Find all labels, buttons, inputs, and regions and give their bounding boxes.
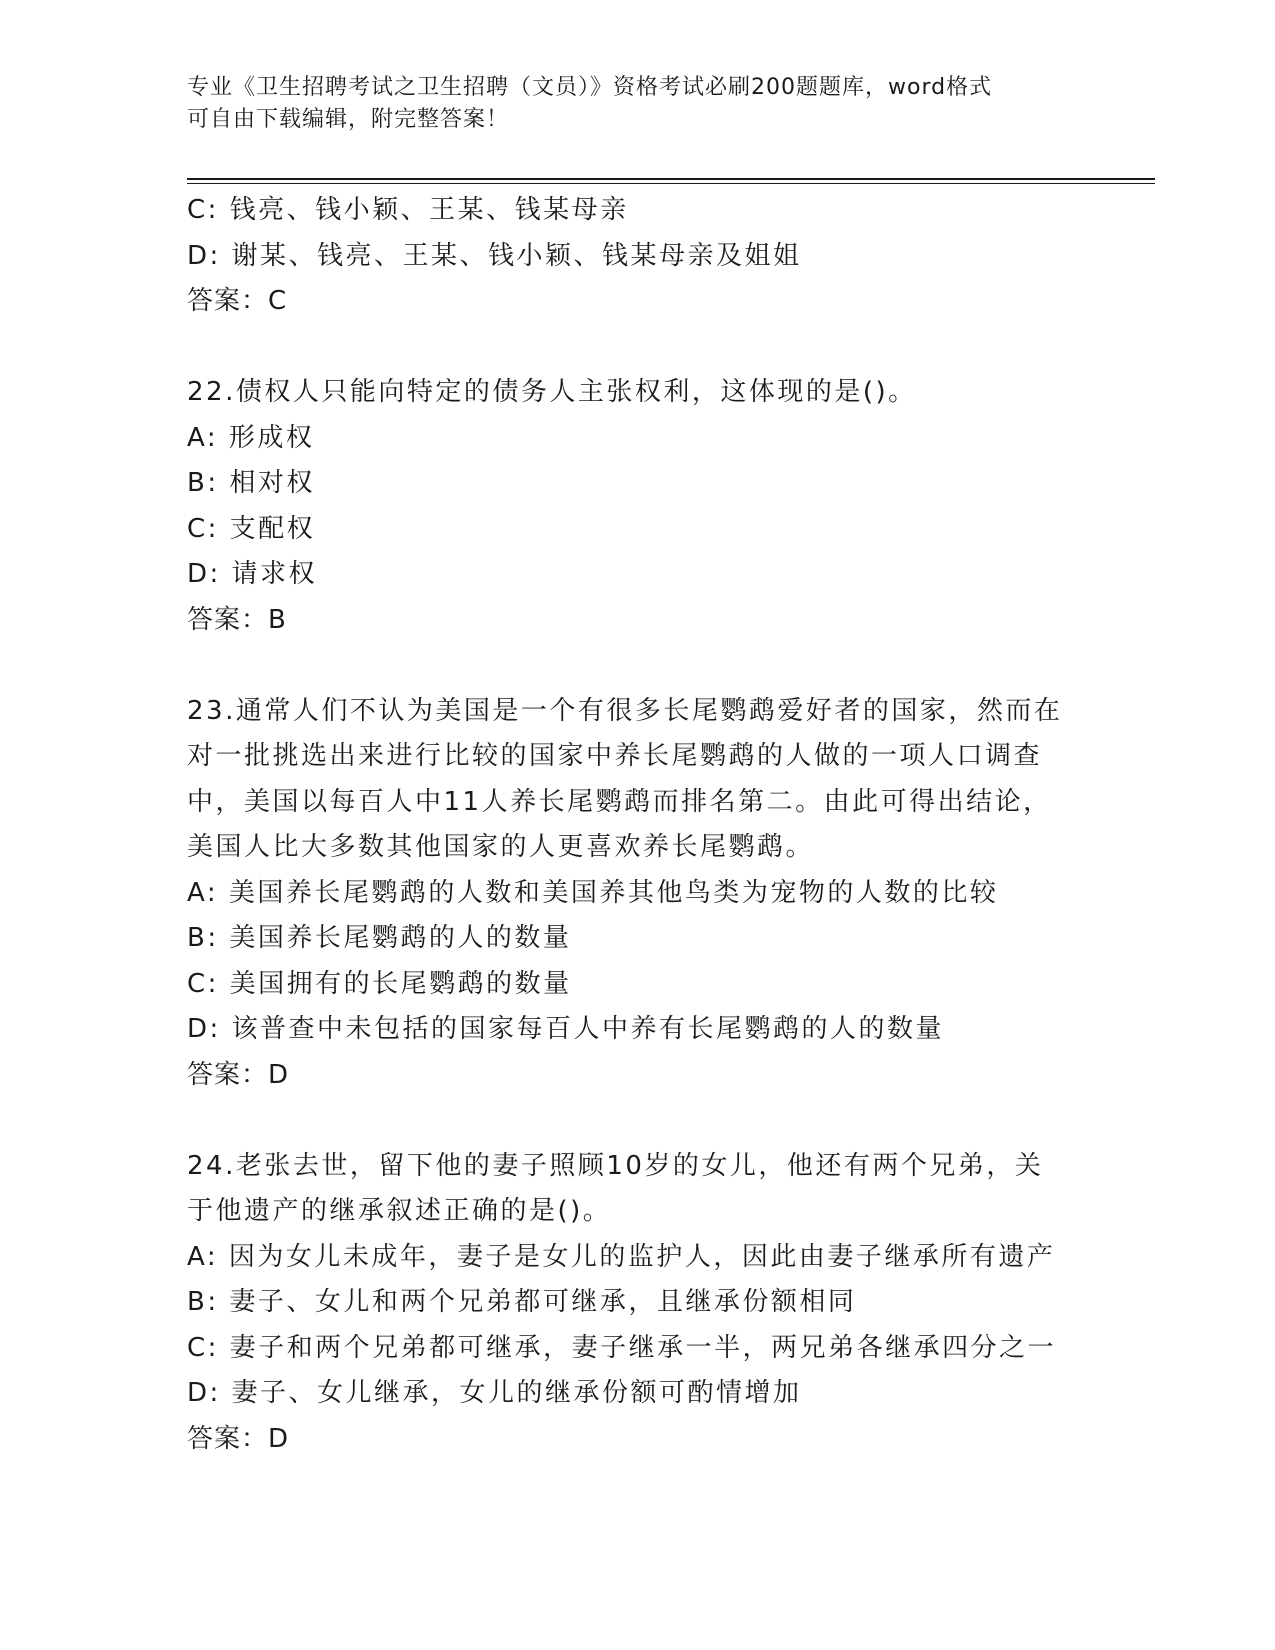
question-21-tail xyxy=(187,188,1087,325)
answer-line: 答案：D xyxy=(187,1059,290,1090)
answer-line: 答案：C xyxy=(187,286,288,316)
answer-line: 答案：B xyxy=(187,604,287,635)
question-stem-line-1: 23.通常人们不认为美国是一个有很多长尾鹦鹉爱好者的国家，然而在 xyxy=(187,695,1063,726)
answer-line: 答案：D xyxy=(187,1423,290,1454)
option-b: B: 相对权 xyxy=(187,468,315,498)
option-d: D: 该普查中未包括的国家每百人中养有长尾鹦鹉的人的数量 xyxy=(187,1014,945,1044)
spacer xyxy=(187,1098,1087,1144)
question-22 xyxy=(187,370,1087,643)
option-a: A: 美国养长尾鹦鹉的人数和美国养其他鸟类为宠物的人数的比较 xyxy=(187,877,999,908)
spacer xyxy=(187,325,1087,371)
spacer xyxy=(187,643,1087,689)
header-title-line-2: 可自由下载编辑，附完整答案！ xyxy=(187,107,510,132)
question-stem-line-2: 对一批挑选出来进行比较的国家中养长尾鹦鹉的人做的一项人口调查 xyxy=(187,741,1043,771)
option-d: D: 请求权 xyxy=(187,559,318,589)
option-c: C: 美国拥有的长尾鹦鹉的数量 xyxy=(187,968,572,999)
question-stem-line-4: 美国人比大多数其他国家的人更喜欢养长尾鹦鹉。 xyxy=(187,832,815,862)
option-d: D: 妻子、女儿继承，女儿的继承份额可酌情增加 xyxy=(187,1378,802,1408)
question-stem-line-1: 24.老张去世，留下他的妻子照顾10岁的女儿，他还有两个兄弟，关 xyxy=(187,1150,1044,1181)
question-24 xyxy=(187,1144,1087,1463)
option-d: D: 谢某、钱亮、王某、钱小颖、钱某母亲及姐姐 xyxy=(187,240,802,271)
document-header xyxy=(187,72,1067,136)
header-divider-thick xyxy=(187,178,1155,180)
option-a: A: 因为女儿未成年，妻子是女儿的监护人，因此由妻子继承所有遗产 xyxy=(187,1241,1056,1272)
option-c: C: 妻子和两个兄弟都可继承，妻子继承一半，两兄弟各继承四分之一 xyxy=(187,1332,1057,1363)
option-b: B: 妻子、女儿和两个兄弟都可继承，且继承份额相同 xyxy=(187,1287,857,1317)
question-23 xyxy=(187,689,1087,1099)
question-stem: 22.债权人只能向特定的债务人主张权利，这体现的是()。 xyxy=(187,377,917,407)
question-stem-line-2: 于他遗产的继承叙述正确的是()。 xyxy=(187,1196,612,1226)
option-a: A: 形成权 xyxy=(187,422,315,453)
header-divider-thin xyxy=(187,183,1155,184)
option-c: C: 钱亮、钱小颖、王某、钱某母亲 xyxy=(187,195,629,225)
question-content xyxy=(187,188,1087,1462)
option-c: C: 支配权 xyxy=(187,513,316,544)
header-title-line-1: 专业《卫生招聘考试之卫生招聘（文员）》资格考试必刷200题题库，word格式 xyxy=(187,75,993,100)
option-b: B: 美国养长尾鹦鹉的人的数量 xyxy=(187,923,572,953)
question-stem-line-3: 中，美国以每百人中11人养长尾鹦鹉而排名第二。由此可得出结论， xyxy=(187,786,1052,817)
